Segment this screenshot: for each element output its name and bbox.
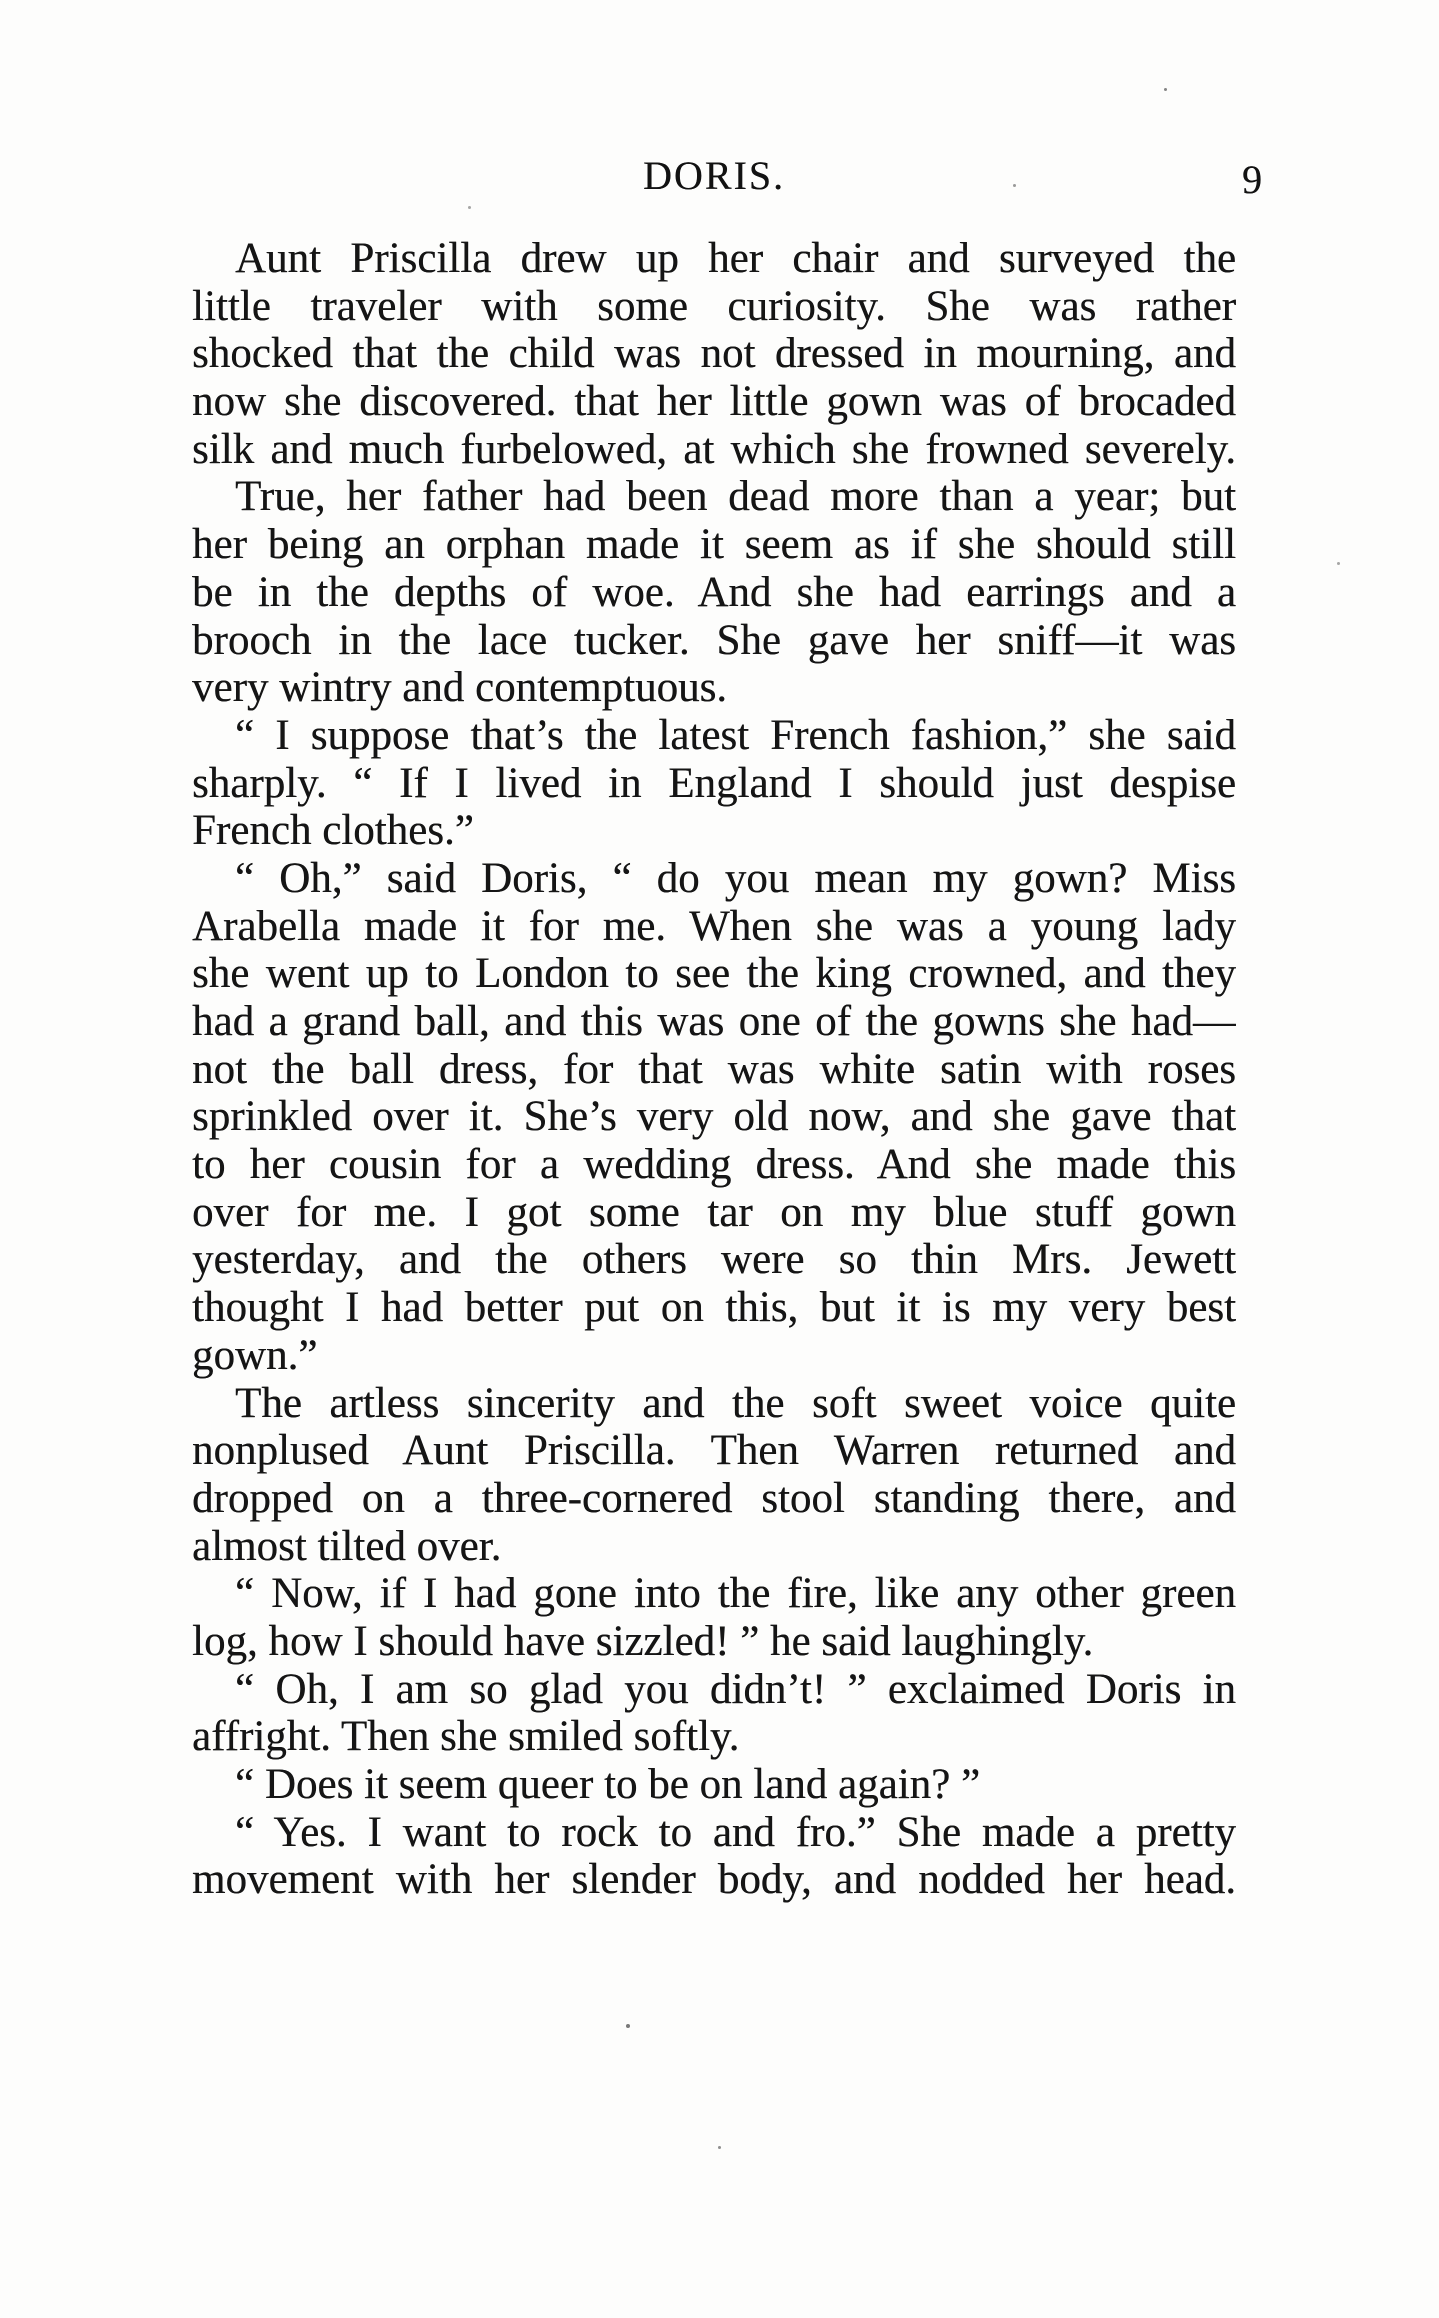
text-line: dropped on a three-cornered stool standing there, and	[192, 1474, 1236, 1522]
text-line: to her cousin for a wedding dress. And she made this	[192, 1141, 1236, 1189]
text-line: nonplused Aunt Priscilla. Then Warren returned and	[192, 1427, 1236, 1475]
text-line: be in the depths of woe. And she had earrings and a	[192, 568, 1236, 616]
text-line: gown.”	[192, 1331, 318, 1379]
text-line: French clothes.”	[192, 807, 474, 855]
scan-speck	[626, 2024, 630, 2028]
text-line: shocked that the child was not dressed in mourning, and	[192, 330, 1236, 378]
paragraph	[192, 712, 1236, 855]
paragraph	[192, 235, 1236, 473]
text-line: The artless sincerity and the soft sweet voice quite	[235, 1379, 1236, 1427]
page-title: DORIS.	[642, 153, 786, 198]
text-line: brooch in the lace tucker. She gave her sniff—it was	[192, 616, 1236, 664]
paragraph	[192, 1761, 1236, 1809]
text-line: had a grand ball, and this was one of the gowns she had—	[192, 998, 1236, 1045]
paragraph	[192, 1666, 1236, 1761]
text-line: affright. Then she smiled softly.	[192, 1713, 740, 1761]
text-line: silk and much furbelowed, at which she frowned severely.	[192, 425, 1236, 473]
text-line: “ Oh, I am so glad you didn’t! ” exclaimed Doris in	[235, 1665, 1236, 1713]
text-line: log, how I should have sizzled! ” he said laughingly.	[192, 1617, 1094, 1665]
scan-speck	[1164, 88, 1167, 91]
paragraph	[192, 473, 1236, 711]
scan-speck	[1013, 184, 1016, 187]
text-line: “ Does it seem queer to be on land again? ”	[235, 1761, 981, 1808]
text-line: “ Now, if I had gone into the fire, like any other green	[235, 1570, 1236, 1618]
text-line: yesterday, and the others were so thin Mrs. Jewett	[192, 1236, 1236, 1284]
page-number: 9	[1242, 157, 1262, 202]
paragraph	[192, 1380, 1236, 1571]
text-block	[192, 235, 1236, 1904]
text-line: Aunt Priscilla drew up her chair and surveyed the	[235, 235, 1236, 282]
scan-speck	[718, 2146, 721, 2149]
text-line: sprinkled over it. She’s very old now, and she gave that	[192, 1093, 1236, 1141]
running-head	[192, 152, 1262, 202]
text-line: movement with her slender body, and nodded her head.	[192, 1856, 1236, 1904]
text-line: now she discovered. that her little gown was of brocaded	[192, 378, 1236, 426]
text-line: sharply. “ If I lived in England I should just despise	[192, 759, 1236, 807]
text-line: True, her father had been dead more than a year; but	[235, 473, 1236, 521]
text-line: not the ball dress, for that was white satin with roses	[192, 1045, 1236, 1093]
paragraph	[192, 855, 1236, 1380]
scan-speck	[1337, 562, 1340, 565]
paragraph	[192, 1809, 1236, 1904]
text-line: “ Oh,” said Doris, “ do you mean my gown? Miss	[235, 854, 1236, 902]
text-line: her being an orphan made it seem as if she should still	[192, 521, 1236, 569]
paragraph	[192, 1570, 1236, 1665]
text-line: Arabella made it for me. When she was a young lady	[192, 902, 1236, 950]
text-line: over for me. I got some tar on my blue stuff gown	[192, 1188, 1236, 1236]
text-line: very wintry and contemptuous.	[192, 664, 728, 712]
scan-speck	[468, 206, 471, 209]
text-line: she went up to London to see the king crowned, and they	[192, 950, 1236, 998]
text-line: thought I had better put on this, but it is my very best	[192, 1284, 1236, 1332]
text-line: almost tilted over.	[192, 1522, 502, 1570]
text-line: “ I suppose that’s the latest French fashion,” she said	[235, 711, 1236, 759]
text-line: little traveler with some curiosity. She was rather	[192, 282, 1236, 330]
text-line: “ Yes. I want to rock to and fro.” She made a pretty	[235, 1808, 1236, 1856]
